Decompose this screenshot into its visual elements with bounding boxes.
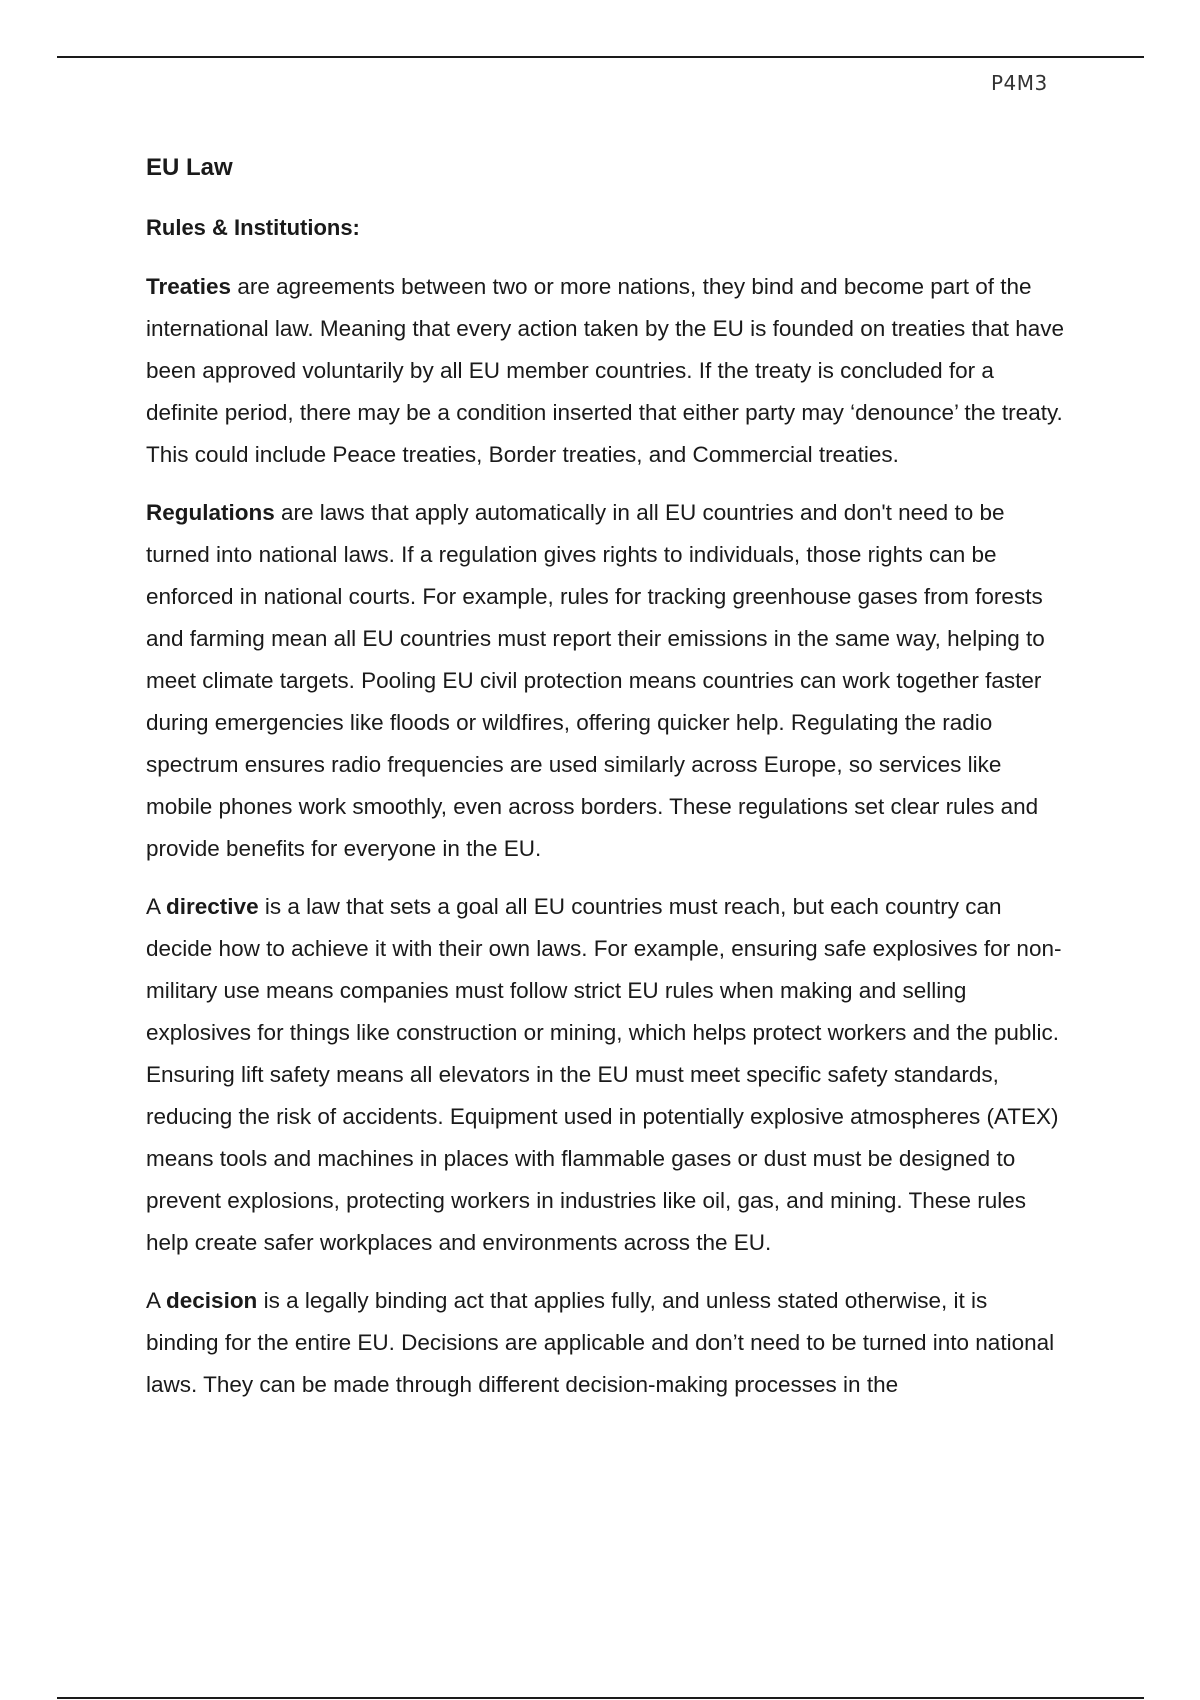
term-directive: directive xyxy=(166,894,259,919)
document-body xyxy=(146,150,1066,1422)
paragraph-lead: A xyxy=(146,1288,167,1313)
paragraph-lead: A xyxy=(146,894,167,919)
document-title: EU Law xyxy=(146,154,233,181)
paragraph-treaties xyxy=(146,266,1066,476)
term-treaties: Treaties xyxy=(146,274,232,299)
footer-rule xyxy=(57,1697,1144,1699)
paragraph-directive xyxy=(146,886,1066,1264)
header-rule xyxy=(57,56,1144,58)
paragraph-regulations xyxy=(146,492,1066,870)
paragraph-decision xyxy=(146,1280,1066,1406)
term-regulations: Regulations xyxy=(146,500,275,525)
paragraph-text: is a legally binding act that applies fully, and unless stated otherwise, it is binding for the entire EU. Decisions are applicable and don’t need to be turned into national laws. They can be made through different decision-making processes in the xyxy=(146,1288,1055,1397)
term-decision: decision xyxy=(166,1288,258,1313)
paragraph-text: are agreements between two or more nations, they bind and become part of the international law. Meaning that every action taken by the EU is founded on treaties that have been approved voluntarily by all EU member countries. If the treaty is concluded for a definite period, there may be a condition inserted that either party may ‘denounce’ the treaty. This could include Peace treaties, Border treaties, and Commercial treaties. xyxy=(146,274,1065,467)
paragraph-text: is a law that sets a goal all EU countries must reach, but each country can decide how to achieve it with their own laws. For example, ensuring safe explosives for non-military use means companies must follow strict EU rules when making and selling explosives for things like construction or mining, which helps protect workers and the public. Ensuring lift safety means all elevators in the EU must meet specific safety standards, reducing the risk of accidents. Equipment used in potentially explosive atmospheres (ATEX) means tools and machines in places with flammable gases or dust must be designed to prevent explosions, protecting workers in industries like oil, gas, and mining. These rules help create safer workplaces and environments across the EU. xyxy=(146,894,1062,1255)
paragraph-text: are laws that apply automatically in all EU countries and don't need to be turned into national laws. If a regulation gives rights to individuals, those rights can be enforced in national courts. For example, rules for tracking greenhouse gases from forests and farming mean all EU countries must report their emissions in the same way, helping to meet climate targets. Pooling EU civil protection means countries can work together faster during emergencies like floods or wildfires, offering quicker help. Regulating the radio spectrum ensures radio frequencies are used similarly across Europe, so services like mobile phones work smoothly, even across borders. These regulations set clear rules and provide benefits for everyone in the EU. xyxy=(146,500,1045,861)
page-reference: P4M3 xyxy=(991,71,1048,95)
section-heading: Rules & Institutions: xyxy=(146,215,360,240)
